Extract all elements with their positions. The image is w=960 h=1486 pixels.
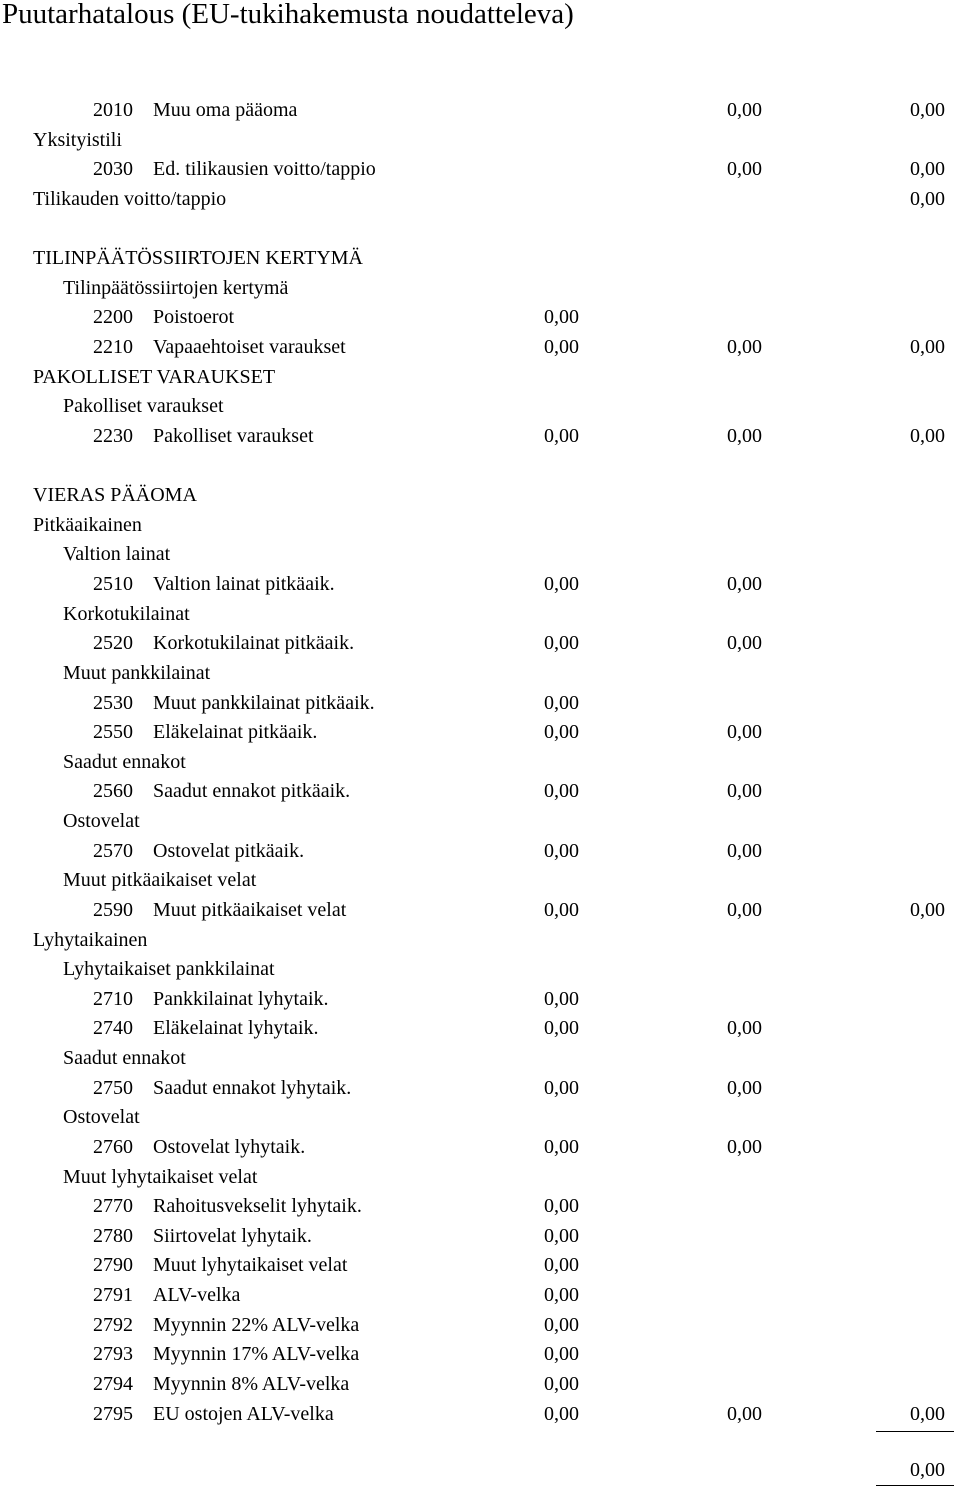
account-code: 2791 [93, 1284, 133, 1306]
account-name: Eläkelainat lyhytaik. [153, 1017, 319, 1040]
account-name: Ostovelat lyhytaik. [153, 1135, 306, 1158]
value-column-1: 0,00 [544, 1372, 579, 1395]
value-column-1: 0,00 [544, 1017, 579, 1040]
section-label: Korkotukilainat [63, 602, 190, 625]
section-heading-row [0, 955, 960, 985]
account-row [0, 1370, 960, 1400]
section-heading-row [0, 185, 960, 215]
value-column-3: 0,00 [910, 1402, 945, 1425]
account-code: 2780 [93, 1224, 133, 1247]
account-name: Ed. tilikausien voitto/tappio [153, 158, 376, 181]
account-name: Vapaaehtoiset varaukset [153, 336, 346, 358]
section-heading-row [0, 807, 960, 837]
section-heading-row [0, 274, 960, 304]
blank-row [0, 215, 960, 245]
account-code: 2750 [93, 1076, 133, 1099]
account-row [0, 1074, 960, 1104]
section-label: Yksityistili [33, 128, 122, 151]
section-heading-row [0, 866, 960, 896]
account-code: 2590 [93, 898, 133, 921]
section-heading-row [0, 126, 960, 156]
balance-sheet-rows [0, 96, 960, 1429]
value-column-1: 0,00 [544, 1135, 579, 1158]
section-heading-row [0, 1103, 960, 1133]
value-column-1: 0,00 [544, 306, 579, 329]
account-name: Muut lyhytaikaiset velat [153, 1254, 348, 1277]
account-name: Ostovelat pitkäaik. [153, 839, 305, 862]
value-column-1: 0,00 [544, 573, 579, 595]
value-column-3: 0,00 [910, 99, 945, 121]
account-row [0, 96, 960, 126]
section-label: Muut pitkäaikaiset velat [63, 869, 257, 892]
value-column-3: 0,00 [910, 898, 945, 921]
account-code: 2794 [93, 1372, 133, 1395]
account-name: Siirtovelat lyhytaik. [153, 1224, 312, 1247]
account-name: Eläkelainat pitkäaik. [153, 721, 318, 744]
value-column-3: 0,00 [910, 336, 945, 358]
value-column-1: 0,00 [544, 987, 579, 1010]
section-label: Lyhytaikainen [33, 928, 148, 951]
account-code: 2792 [93, 1313, 133, 1336]
value-column-2: 0,00 [727, 424, 762, 447]
account-row [0, 1222, 960, 1252]
value-column-2: 0,00 [727, 721, 762, 744]
account-row [0, 985, 960, 1015]
section-label: Tilinpäätössiirtojen kertymä [63, 276, 289, 299]
section-label: Muut pankkilainat [63, 661, 211, 684]
account-name: Valtion lainat pitkäaik. [153, 573, 335, 595]
value-column-1: 0,00 [544, 1313, 579, 1336]
section-label: Ostovelat [63, 1106, 140, 1129]
account-name: Muu oma pääoma [153, 99, 298, 121]
account-row [0, 896, 960, 926]
account-row [0, 422, 960, 452]
value-column-3: 0,00 [910, 424, 945, 447]
value-column-1: 0,00 [544, 1343, 579, 1366]
value-column-2: 0,00 [727, 99, 762, 121]
sum-underline [876, 1431, 954, 1432]
section-heading-row [0, 540, 960, 570]
account-code: 2510 [93, 573, 133, 595]
account-row [0, 303, 960, 333]
section-heading-row [0, 363, 960, 393]
account-code: 2570 [93, 839, 133, 862]
account-name: Rahoitusvekselit lyhytaik. [153, 1195, 362, 1218]
value-column-1: 0,00 [544, 336, 579, 358]
value-column-1: 0,00 [544, 691, 579, 714]
value-column-1: 0,00 [544, 1254, 579, 1277]
account-row [0, 689, 960, 719]
account-row [0, 718, 960, 748]
value-column-1: 0,00 [544, 839, 579, 862]
account-name: Poistoerot [153, 306, 235, 329]
account-code: 2530 [93, 691, 133, 714]
account-code: 2010 [93, 99, 133, 121]
account-row [0, 1311, 960, 1341]
account-code: 2560 [93, 780, 133, 803]
account-code: 2795 [93, 1402, 133, 1425]
account-name: Saadut ennakot pitkäaik. [153, 780, 351, 803]
value-column-1: 0,00 [544, 898, 579, 921]
value-column-2: 0,00 [727, 158, 762, 181]
section-heading-row [0, 1163, 960, 1193]
section-label: Saadut ennakot [63, 1047, 186, 1069]
section-label: PAKOLLISET VARAUKSET [33, 365, 276, 388]
section-label: Pitkäaikainen [33, 513, 142, 536]
section-label: Saadut ennakot [63, 750, 186, 773]
account-row [0, 629, 960, 659]
value-column-1: 0,00 [544, 424, 579, 447]
account-name: Pankkilainat lyhytaik. [153, 987, 329, 1010]
account-code: 2200 [93, 306, 133, 329]
value-column-2: 0,00 [727, 780, 762, 803]
account-row [0, 1014, 960, 1044]
value-column-3: 0,00 [910, 158, 945, 181]
value-column-1: 0,00 [544, 1284, 579, 1306]
account-row [0, 333, 960, 363]
account-row [0, 837, 960, 867]
account-code: 2710 [93, 987, 133, 1010]
section-heading-row [0, 600, 960, 630]
page-title: Puutarhatalous (EU-tukihakemusta noudatteleva) [2, 0, 574, 30]
account-name: Myynnin 17% ALV-velka [153, 1343, 360, 1366]
value-column-2: 0,00 [727, 1017, 762, 1040]
account-name: Saadut ennakot lyhytaik. [153, 1076, 352, 1099]
account-row [0, 570, 960, 600]
account-row [0, 777, 960, 807]
total-value: 0,00 [910, 187, 945, 210]
account-code: 2230 [93, 424, 133, 447]
account-row [0, 1340, 960, 1370]
value-column-1: 0,00 [544, 1076, 579, 1099]
account-name: Myynnin 8% ALV-velka [153, 1372, 350, 1395]
account-code: 2550 [93, 721, 133, 744]
section-label: Muut lyhytaikaiset velat [63, 1165, 258, 1188]
account-code: 2793 [93, 1343, 133, 1366]
section-label: Valtion lainat [63, 543, 171, 566]
value-column-2: 0,00 [727, 632, 762, 655]
account-name: Muut pitkäaikaiset velat [153, 898, 347, 921]
blank-row [0, 452, 960, 482]
account-code: 2210 [93, 336, 133, 358]
value-column-1: 0,00 [544, 721, 579, 744]
value-column-2: 0,00 [727, 1076, 762, 1099]
section-heading-row [0, 244, 960, 274]
account-code: 2520 [93, 632, 133, 655]
account-name: Muut pankkilainat pitkäaik. [153, 691, 375, 714]
value-column-1: 0,00 [544, 780, 579, 803]
section-heading-row [0, 1044, 960, 1074]
section-heading-row [0, 392, 960, 422]
value-column-2: 0,00 [727, 1402, 762, 1425]
account-name: EU ostojen ALV-velka [153, 1402, 334, 1425]
value-column-1: 0,00 [544, 1402, 579, 1425]
account-name: Korkotukilainat pitkäaik. [153, 632, 355, 655]
account-name: ALV-velka [153, 1284, 241, 1306]
section-label: Ostovelat [63, 810, 140, 832]
section-heading-row [0, 481, 960, 511]
grand-total: 0,00 [910, 1459, 945, 1482]
value-column-2: 0,00 [727, 573, 762, 595]
account-code: 2770 [93, 1195, 133, 1218]
account-row [0, 1281, 960, 1311]
value-column-2: 0,00 [727, 336, 762, 358]
account-row [0, 155, 960, 185]
account-row [0, 1133, 960, 1163]
section-heading-row [0, 926, 960, 956]
section-label: Tilikauden voitto/tappio [33, 187, 227, 210]
account-name: Pakolliset varaukset [153, 424, 314, 447]
section-heading-row [0, 511, 960, 541]
account-code: 2790 [93, 1254, 133, 1277]
value-column-2: 0,00 [727, 1135, 762, 1158]
section-label: TILINPÄÄTÖSSIIRTOJEN KERTYMÄ [33, 247, 363, 270]
value-column-1: 0,00 [544, 1224, 579, 1247]
section-label: Lyhytaikaiset pankkilainat [63, 958, 275, 981]
account-code: 2030 [93, 158, 133, 181]
value-column-2: 0,00 [727, 898, 762, 921]
section-label: Pakolliset varaukset [63, 395, 224, 418]
account-code: 2760 [93, 1135, 133, 1158]
section-label: VIERAS PÄÄOMA [33, 484, 197, 507]
account-row [0, 1192, 960, 1222]
account-code: 2740 [93, 1017, 133, 1040]
account-row [0, 1251, 960, 1281]
value-column-2: 0,00 [727, 839, 762, 862]
section-heading-row [0, 748, 960, 778]
value-column-1: 0,00 [544, 1195, 579, 1218]
account-row [0, 1400, 960, 1430]
section-heading-row [0, 659, 960, 689]
account-name: Myynnin 22% ALV-velka [153, 1313, 360, 1336]
value-column-1: 0,00 [544, 632, 579, 655]
